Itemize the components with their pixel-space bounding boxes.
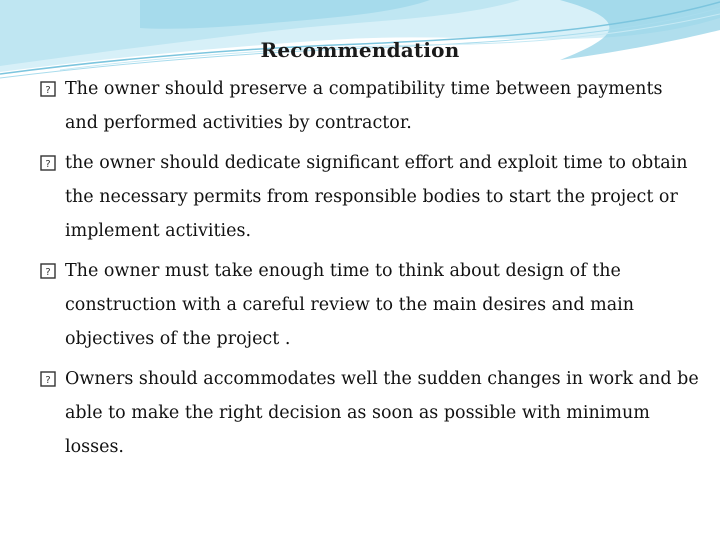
replacement-glyph-icon [40,263,56,279]
bullet-item [40,254,700,356]
bullet-list [40,72,700,470]
svg-text:?: ? [45,85,51,96]
slide-title: Recommendation [260,38,460,62]
bullet-text: The owner should preserve a compatibility time between payments and performed activities by contractor. [65,79,663,133]
replacement-glyph-icon [40,81,56,97]
svg-text:?: ? [45,375,51,386]
bullet-item [40,72,700,140]
svg-text:?: ? [45,159,51,170]
replacement-glyph-icon [40,155,56,171]
svg-text:?: ? [45,267,51,278]
bullet-text: the owner should dedicate significant effort and exploit time to obtain the necessary permits from responsible bodies to start the project or implement activities. [65,153,688,241]
bullet-item [40,362,700,464]
bullet-text: The owner must take enough time to think about design of the construction with a careful review to the main desires and main objectives of the project . [65,261,635,349]
replacement-glyph-icon [40,371,56,387]
bullet-item [40,146,700,248]
bullet-text: Owners should accommodates well the sudden changes in work and be able to make the right decision as soon as possible with minimum losses. [65,369,699,457]
